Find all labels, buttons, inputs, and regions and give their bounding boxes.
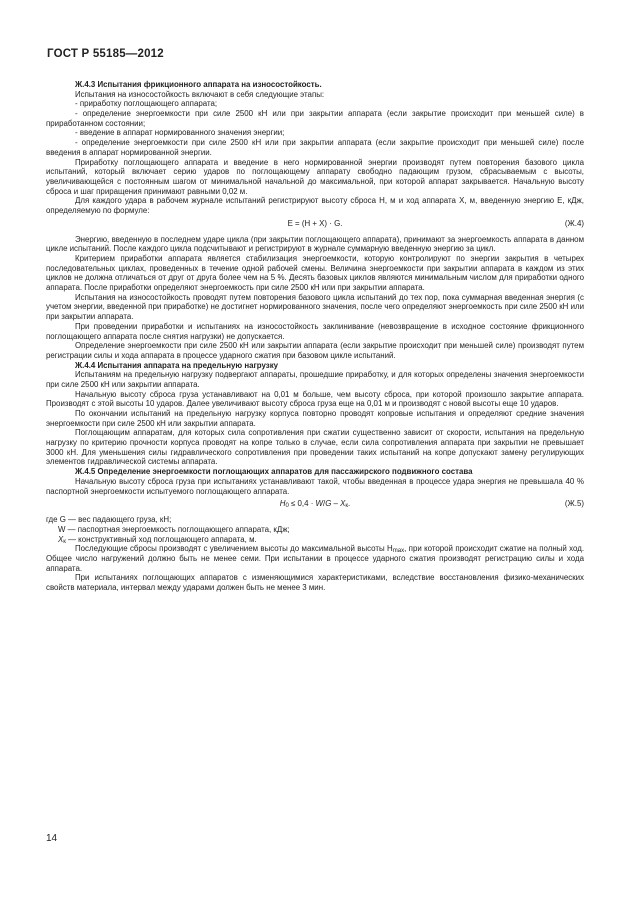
section-heading-zh-4-4: Ж.4.4 Испытания аппарата на предельную нагрузку <box>75 360 279 370</box>
symbol-definitions <box>46 515 584 544</box>
paragraph: Начальную высоту сброса груза при испытаниях устанавливают такой, чтобы введенная в процессе удара энергия не превышала 40 % паспортной энергоемкости испытуемого поглощающего аппарата. <box>46 476 584 496</box>
paragraph: Начальную высоту сброса груза устанавливают на 0,01 м больше, чем высоту сброса, при которой произошло закрытие аппарата. Производят с этой высоты 10 ударов. Далее увеличивают высоту сброса груза еще на 0,01 м и производят с новой высоты еще 10 ударов. <box>46 389 584 409</box>
section-heading-zh-4-3: Ж.4.3 Испытания фрикционного аппарата на износостойкость. <box>75 80 322 89</box>
list-item: - приработку поглощающего аппарата; <box>75 99 218 109</box>
formula-text: $H_0 \le 0,4 \cdot W/G - X_к$. <box>279 499 351 510</box>
paragraph: Определение энергоемкости при силе 2500 кН или закрытии аппарата (если закрытие происходит при меньшей силе) производят путем регистрации силы и хода аппарата в процессе ударного сжатия при базовом цикле испытаний. <box>46 341 584 360</box>
paragraph: Испытания на износостойкость проводят путем повторения базового цикла испытаний до тех пор, пока суммарная введенная энергия (с учетом энергии, введенной при приработке) не достигнет нормированного значения, после чего определяют энергоемкость при силе 2500 кН или при закрытии аппарата. <box>46 292 584 322</box>
paragraph: Испытания на износостойкость включают в себя следующие этапы: <box>75 89 325 99</box>
formula-number: (Ж.5) <box>564 499 584 509</box>
paragraph: Поглощающим аппаратам, для которых сила сопротивления при сжатии существенно зависит от скорости, испытания на предельную нагрузку по критерию прочности корпуса проводят на копре только в случае, если сила сопротивления аппарата при закрытии не превышает 3000 кН. Для уменьшения силы гидравлического сопротивления при проведении таких испытаний на копре допускают замену регулирующих элементов гидравлической системы аппарата. <box>46 428 584 467</box>
list-item: - определение энергоемкости при силе 2500 кН или при закрытии аппарата (если закрытие происходит при меньшей силе) после введения в аппарат нормированной энергии. <box>46 138 584 157</box>
paragraph: Для каждого удара в рабочем журнале испытаний регистрируют высоту сброса H, м и ход аппарата X, м, введенную энергию E, кДж, определяемую по формуле: <box>46 196 584 215</box>
paragraph: Энергию, введенную в последнем ударе цикла (при закрытии поглощающего аппарата), принимают за энергоемкость аппарата в данном цикле испытаний. После каждого цикла подсчитывают и регистрируют в журнале суммарную введенную энергию за цикл. <box>46 234 584 254</box>
document-id: ГОСТ Р 55185—2012 <box>47 48 164 60</box>
definition-xk-text: — конструктивный ход поглощающего аппарата, м. <box>68 534 257 544</box>
definition-xk: $X_к$ — конструктивный ход поглощающего аппарата, м. <box>58 534 257 545</box>
definition-g: где G — вес падающего груза, кН; <box>46 515 172 525</box>
definition-w: W — паспортная энергоемкость поглощающего аппарата, кДж; <box>58 524 290 534</box>
formula-zh-4 <box>46 218 584 230</box>
list-item: - введение в аппарат нормированного значения энергии; <box>75 128 285 138</box>
paragraph: Критерием приработки аппарата является стабилизация энергоемкости, которую контролируют по энергии закрытия в четырех последовательных циклах, проведенных в течение одной рабочей смены. Величина энергоемкости при закрытии аппарата в каждом из этих циклов не должна отличаться от друг от друга более чем на 5 %. Десять базовых циклов являются минимальным числом для приработки одного аппарата. После приработки определяют энергоемкость при силе 2500 кН или при закрытии аппарата. <box>46 254 584 293</box>
paragraph: Приработку поглощающего аппарата и введение в него нормированной энергии производят путем повторения базового цикла испытаний, который включает серию ударов по поглощающему аппарату свободно падающим грузом, сбрасываемым с высоты, увеличивающейся с постоянным шагом от минимальной начальной до максимальной, при которой аппарат закрывается. Начальную высоту сброса и шаг приращения принимают равными 0,02 м. <box>46 157 584 196</box>
paragraph: По окончании испытаний на предельную нагрузку корпуса повторно проводят копровые испытания и определяют средние значения энергоемкости при силе 2500 кН или закрытии аппарата. <box>46 409 584 428</box>
page-number: 14 <box>46 833 58 844</box>
section-heading-zh-4-5: Ж.4.5 Определение энергоемкости поглощающих аппаратов для пассажирского подвижного состава <box>75 467 473 477</box>
formula-text: E = (H + X) · G. <box>287 218 343 228</box>
list-item: - определение энергоемкости при силе 2500 кН или при закрытии аппарата (если закрытие происходит при меньшей силе) в приработанном состоянии; <box>46 109 584 128</box>
paragraph: Испытаниям на предельную нагрузку подвергают аппараты, прошедшие приработку, и для которых определены значения энергоемкости при силе 2500 кН или закрытии аппарата. <box>46 370 584 389</box>
paragraph: Последующие сбросы производят с увеличением высоты до максимальной высоты $H_{max}$, при которой происходит сжатие на полный ход. Общее число нагружений должно быть не менее семи. При испытании в процессе ударного сжатия производят регистрацию силы и хода аппарата. <box>46 544 585 573</box>
formula-zh-5 <box>46 498 584 510</box>
paragraph: При проведении приработки и испытаниях на износостойкость заклинивание (невозвращение в исходное состояние фрикционного поглощающего аппарата после снятия нагрузки) не допускается. <box>46 321 584 341</box>
formula-number: (Ж.4) <box>564 218 584 228</box>
paragraph: При испытаниях поглощающих аппаратов с изменяющимися характеристиками, вследствие восстановления физико-механических свойств материала, интервал между ударами должен быть не менее 3 мин. <box>46 573 584 592</box>
document-body <box>46 80 584 593</box>
